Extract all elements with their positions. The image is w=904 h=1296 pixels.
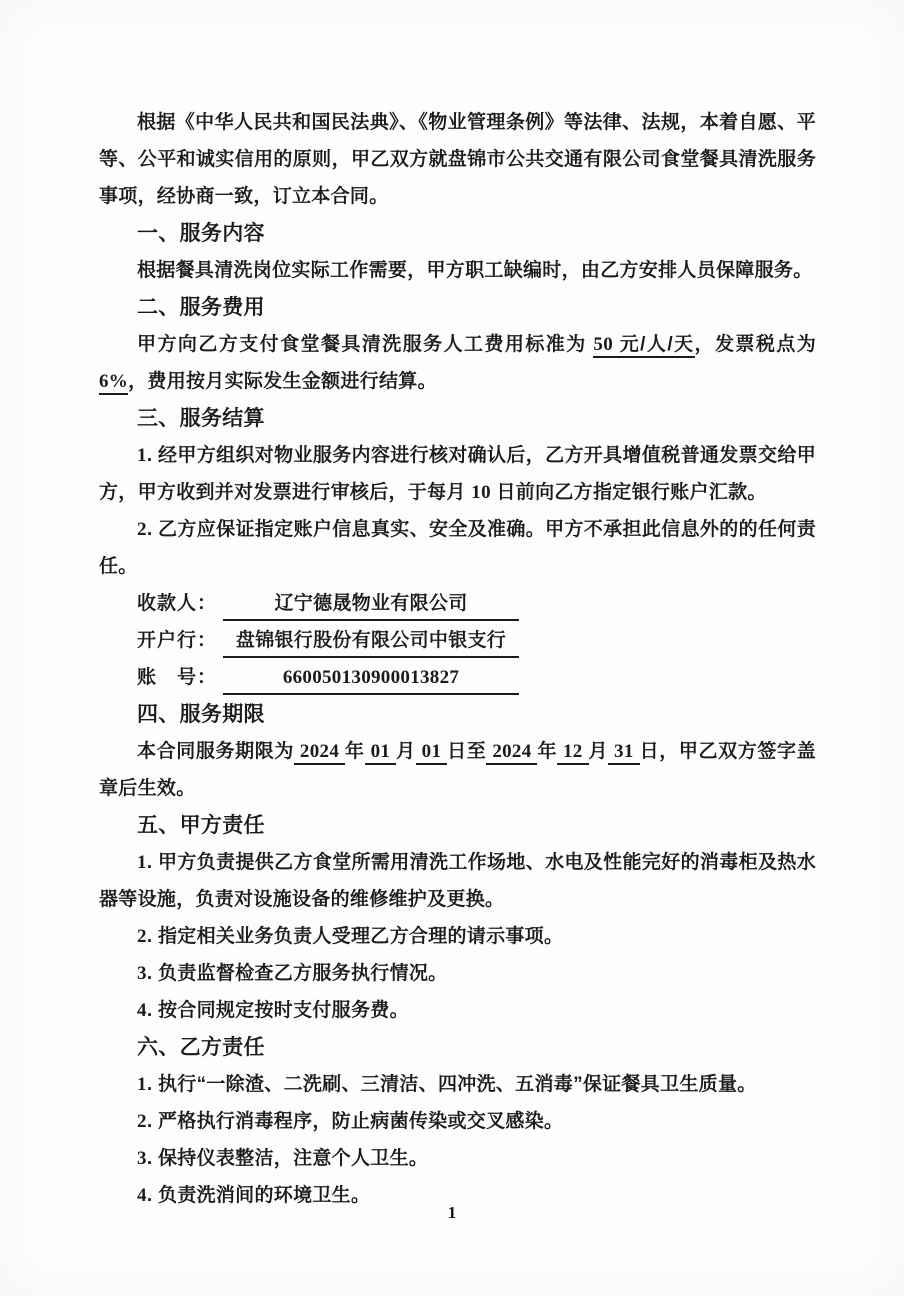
contract-body <box>99 104 816 1214</box>
numeric-text: 2024 <box>299 741 340 762</box>
numeric-text: 01 <box>370 741 391 762</box>
paragraph <box>99 955 816 992</box>
text-segment: 二、服务费用 <box>137 296 265 319</box>
text-segment: 日，甲乙双方签字盖章后生效。 <box>99 741 816 799</box>
paragraph <box>99 511 816 585</box>
numeric-text: 2024 <box>492 741 532 762</box>
bank-label: 开户行： <box>137 630 218 651</box>
underlined-fill-in-text <box>608 741 639 765</box>
bank-value: 盘锦银行股份有限公司中银支行 <box>223 626 519 658</box>
text-segment: 四、服务期限 <box>137 703 265 726</box>
paragraph <box>99 326 816 400</box>
numeric-text: 31 <box>614 741 634 762</box>
account-number-label: 账 号： <box>137 667 218 688</box>
numeric-text: 4 <box>137 1000 147 1021</box>
paragraph <box>99 1140 816 1177</box>
text-segment: 2. 指定相关业务负责人受理乙方合理的请示事项。 <box>137 926 564 947</box>
text-segment: ，发票税点为 <box>694 334 816 355</box>
text-segment: 4. 按合同规定按时支付服务费。 <box>137 1000 409 1021</box>
text-segment: 2. 乙方应保证指定账户信息真实、安全及准确。甲方不承担此信息外的的任何责任。 <box>99 519 816 577</box>
text-segment: 甲方向乙方支付食堂餐具清洗服务人工费用标准为 <box>137 334 594 355</box>
numeric-text: 1 <box>137 445 147 466</box>
account-number-value <box>223 663 519 695</box>
paragraph <box>99 918 816 955</box>
text-segment: 1. 经甲方组织对物业服务内容进行核对确认后，乙方开具增值税普通发票交给甲方，甲方收到并对发票进行审核后，于每月 10 日前向乙方指定银行账户汇款。 <box>99 445 816 503</box>
numeric-text: 50 <box>593 334 614 355</box>
text-segment: 1. 执行“一除渣、二洗刷、三清洁、四冲洗、五消毒”保证餐具卫生质量。 <box>137 1074 757 1095</box>
paragraph <box>99 1103 816 1140</box>
section-heading <box>99 1029 816 1066</box>
underlined-fill-in-text <box>294 741 345 765</box>
section-heading <box>99 807 816 844</box>
section-heading <box>99 696 816 733</box>
section-heading <box>99 215 816 252</box>
text-segment: 五、甲方责任 <box>137 814 265 837</box>
paragraph <box>99 437 816 511</box>
page-number: 1 <box>447 1203 457 1222</box>
text-segment: 根据《中华人民共和国民法典》、《物业管理条例》等法律、法规，本着自愿、平等、公平和诚实信用的原则，甲乙双方就盘锦市公共交通有限公司食堂餐具清洗服务事项，经协商一致，订立本合同。 <box>99 112 816 207</box>
text-segment: 六、乙方责任 <box>137 1036 265 1059</box>
section-heading <box>99 289 816 326</box>
bank-field-row-bank <box>99 622 816 659</box>
text-segment: 日至 <box>447 741 487 762</box>
numeric-text: 4 <box>137 1185 147 1206</box>
paragraph <box>99 733 816 807</box>
numeric-text: 2 <box>137 926 147 947</box>
underlined-fill-in-text <box>486 741 537 765</box>
payee-label: 收款人： <box>137 593 218 614</box>
numeric-text: 6% <box>99 371 129 392</box>
text-segment: 本合同服务期限为 <box>137 741 295 762</box>
text-segment: 一、服务内容 <box>137 222 265 245</box>
underlined-fill-in-text: 50 元/人/天 <box>593 334 694 358</box>
text-segment: 三、服务结算 <box>137 407 265 430</box>
numeric-text: 1 <box>137 1074 147 1095</box>
numeric-text: 10 <box>471 482 491 503</box>
paragraph <box>99 104 816 215</box>
numeric-text: 12 <box>562 741 583 762</box>
numeric-text: 2 <box>137 519 147 540</box>
text-segment: 1. 甲方负责提供乙方食堂所需用清洗工作场地、水电及性能完好的消毒柜及热水器等设施，负责对设施设备的维修维护及更换。 <box>99 852 816 910</box>
text-segment: 根据餐具清洗岗位实际工作需要，甲方职工缺编时，由乙方安排人员保障服务。 <box>137 260 813 281</box>
paragraph <box>99 844 816 918</box>
numeric-text: 01 <box>421 741 442 762</box>
text-segment: 3. 保持仪表整洁，注意个人卫生。 <box>137 1148 429 1169</box>
text-segment: 年 <box>345 741 365 762</box>
text-segment: 月 <box>588 741 609 762</box>
text-segment: 月 <box>396 741 416 762</box>
text-segment: ，费用按月实际发生金额进行结算。 <box>128 371 437 392</box>
bank-field-row-account-number <box>99 659 816 696</box>
page-footer <box>0 1203 904 1223</box>
paragraph <box>99 992 816 1029</box>
section-heading <box>99 400 816 437</box>
underlined-fill-in-text <box>557 741 588 765</box>
text-segment: 2. 严格执行消毒程序，防止病菌传染或交叉感染。 <box>137 1111 564 1132</box>
text-segment: 4. 负责洗消间的环境卫生。 <box>137 1185 371 1206</box>
numeric-text: 2 <box>137 1111 147 1132</box>
numeric-text: 3 <box>137 963 147 984</box>
underlined-fill-in-text <box>416 741 447 765</box>
numeric-text: 3 <box>137 1148 147 1169</box>
underlined-fill-in-text <box>99 371 128 395</box>
numeric-text: 660050130900013827 <box>282 667 460 688</box>
bank-field-row-payee <box>99 585 816 622</box>
underlined-fill-in-text <box>365 741 396 765</box>
paragraph <box>99 252 816 289</box>
numeric-text: 1 <box>137 852 147 873</box>
payee-value: 辽宁德晟物业有限公司 <box>223 589 519 621</box>
text-segment: 年 <box>537 741 558 762</box>
text-segment: 3. 负责监督检查乙方服务执行情况。 <box>137 963 448 984</box>
paragraph <box>99 1066 816 1103</box>
